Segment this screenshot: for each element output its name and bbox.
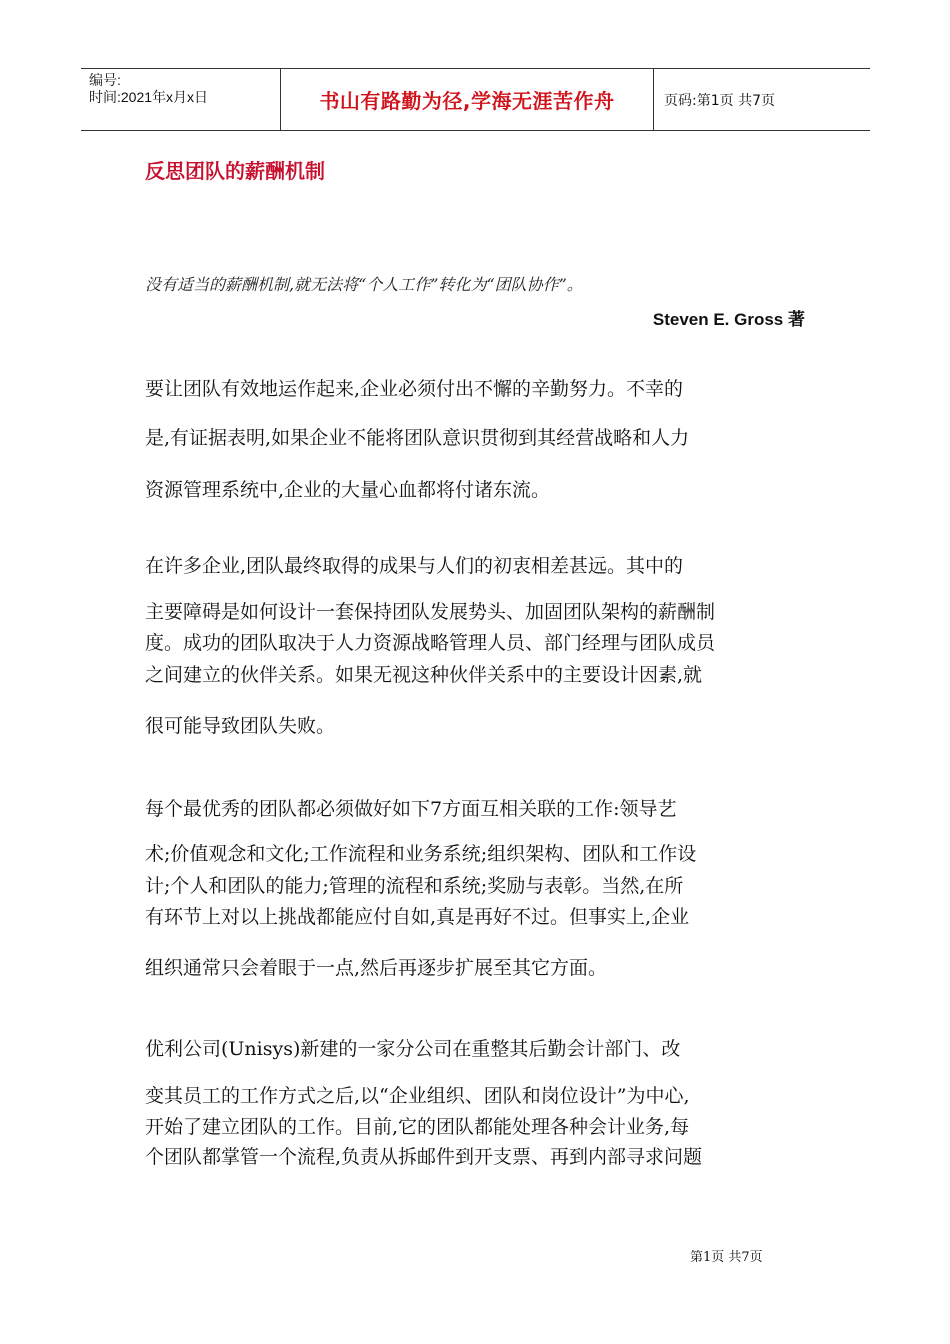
text-line: 每个最优秀的团队都必须做好如下7方面互相关联的工作:领导艺	[145, 798, 677, 820]
page-footer: 第1页 共7页	[690, 1250, 763, 1265]
header-page-info: 页码:第1页 共7页	[664, 92, 775, 109]
text-line: 度。成功的团队取决于人力资源战略管理人员、部门经理与团队成员	[145, 632, 716, 654]
text-line: 优利公司(Unisys)新建的一家分公司在重整其后勤会计部门、改	[145, 1038, 681, 1060]
text-line: 有环节上对以上挑战都能应付自如,真是再好不过。但事实上,企业	[145, 906, 690, 928]
header-motto: 书山有路勤为径,学海无涯苦作舟	[281, 69, 654, 130]
text-line: 组织通常只会着眼于一点,然后再逐步扩展至其它方面。	[145, 957, 608, 979]
text-line: 计;个人和团队的能力;管理的流程和系统;奖励与表彰。当然,在所	[145, 875, 684, 897]
text-line: 术;价值观念和文化;工作流程和业务系统;组织架构、团队和工作设	[145, 843, 697, 865]
text-line: 很可能导致团队失败。	[145, 715, 336, 737]
text-line: 是,有证据表明,如果企业不能将团队意识贯彻到其经营战略和人力	[145, 427, 690, 449]
text-line: 开始了建立团队的工作。目前,它的团队都能处理各种会计业务,每	[145, 1116, 690, 1138]
code-label: 编号:	[89, 72, 121, 88]
time-label: 时间:2021年x月x日	[89, 89, 209, 105]
page-header	[81, 68, 870, 131]
text-line: 在许多企业,团队最终取得的成果与人们的初衷相差甚远。其中的	[145, 555, 684, 577]
text-line: 资源管理系统中,企业的大量心血都将付诸东流。	[145, 479, 551, 501]
document-title: 反思团队的薪酬机制	[145, 159, 325, 183]
text-line: 要让团队有效地运作起来,企业必须付出不懈的辛勤努力。不幸的	[145, 378, 684, 400]
text-line: 变其员工的工作方式之后,以“企业组织、团队和岗位设计”为中心,	[145, 1085, 690, 1107]
text-line: 主要障碍是如何设计一套保持团队发展势头、加固团队架构的薪酬制	[145, 601, 716, 623]
text-line: 之间建立的伙伴关系。如果无视这种伙伴关系中的主要设计因素,就	[145, 664, 703, 686]
epigraph-author: Steven E. Gross 著	[652, 310, 805, 329]
epigraph-quote: 没有适当的薪酬机制,就无法将“个人工作”转化为“团队协作”。	[145, 275, 583, 294]
text-line: 个团队都掌管一个流程,负责从拆邮件到开支票、再到内部寻求问题	[145, 1146, 703, 1168]
header-meta	[81, 69, 281, 130]
